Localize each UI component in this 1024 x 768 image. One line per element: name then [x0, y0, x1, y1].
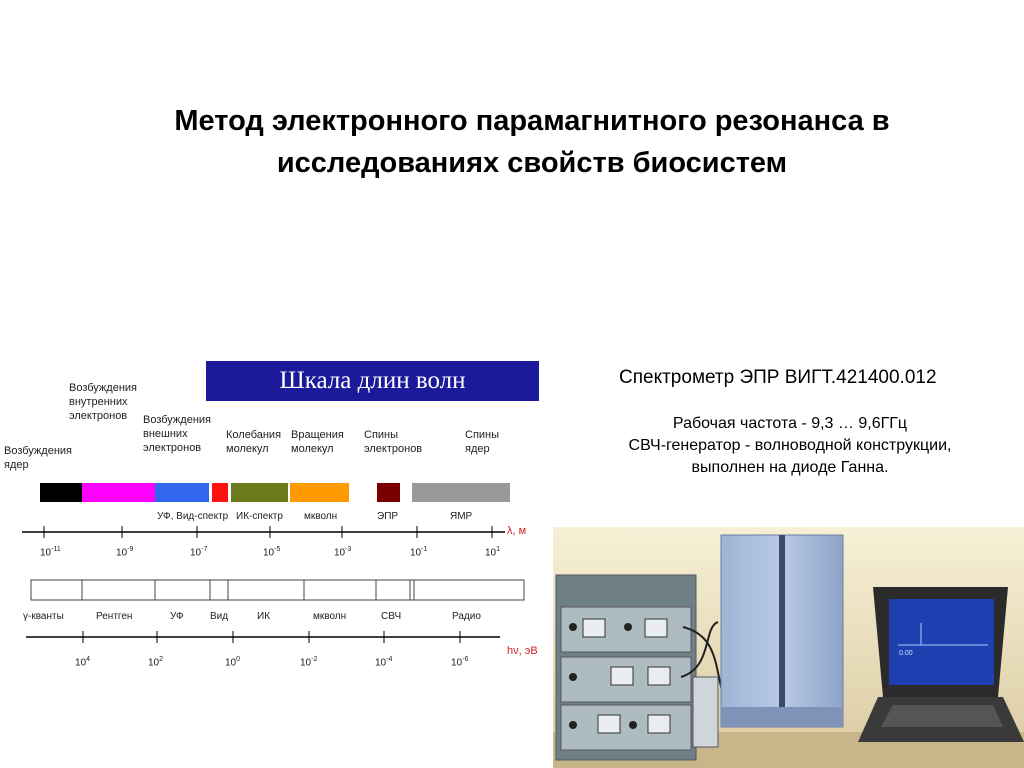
spec-line-generator: СВЧ-генератор - волноводной конструкции,	[628, 437, 952, 454]
range-label-uv: УФ	[170, 611, 184, 622]
range-label-ir: ИК	[257, 611, 271, 622]
label-nuclear-spins: Спины ядер	[465, 429, 500, 455]
range-label-radio: Радио	[452, 611, 481, 622]
label-molecular-vibrations: Колебания молекул	[226, 429, 282, 455]
range-label-visible: Вид	[210, 611, 229, 622]
energy-tick-label: $10^{-6}$	[451, 656, 469, 669]
range-label-xray: Рентген	[96, 611, 133, 622]
scale-axes	[0, 0, 540, 680]
label-outer-electron-excitation: Возбуждения внешних электронов	[143, 414, 212, 454]
energy-tick-label: $10^{-2}$	[300, 656, 318, 669]
magnet-block	[721, 535, 843, 727]
bar-label-nmr: ЯМР	[450, 511, 473, 522]
bar-label-microwave: мкволн	[304, 511, 338, 522]
bar-label-epr: ЭПР	[377, 511, 399, 522]
wavelength-tick-label: $10^{-1}$	[410, 546, 428, 559]
label-electron-spins: Спины электронов	[364, 429, 423, 455]
wavelength-axis-label: λ, м	[507, 525, 527, 537]
energy-tick-label: $10^0$	[225, 656, 241, 669]
instrument-rack	[556, 575, 696, 760]
range-label-gamma: γ-кванты	[23, 611, 64, 622]
energy-tick-label: $10^2$	[148, 656, 164, 669]
label-inner-electron-excitation: Возбуждения внутренних электронов	[69, 382, 138, 422]
wavelength-tick-label: $10^{-3}$	[334, 546, 352, 559]
spectrometer-description	[580, 413, 1000, 479]
energy-axis-label: hν, эВ	[507, 645, 538, 657]
wavelength-tick-label: $10^1$	[485, 546, 501, 559]
wavelength-tick-label: $10^{-11}$	[40, 546, 61, 559]
laptop-screen-value: 0.00	[899, 650, 913, 657]
wavelength-tick-label: $10^{-7}$	[190, 546, 208, 559]
spec-line-frequency: Рабочая частота - 9,3 … 9,6ГГц	[672, 415, 908, 432]
range-label-shf: СВЧ	[381, 611, 402, 622]
energy-tick-label: $10^4$	[75, 656, 91, 669]
range-label-microwave: мкволн	[313, 611, 347, 622]
bar-label-uv-visible: УФ, Вид-спектр	[157, 511, 229, 522]
spec-line-diode: выполнен на диоде Ганна.	[691, 459, 889, 476]
spectrometer-photo	[553, 527, 1024, 768]
scale-banner: Шкала длин волн	[206, 361, 539, 401]
label-molecular-rotations: Вращения молекул	[291, 429, 344, 455]
ranges-box	[31, 580, 524, 600]
wavelength-tick-label: $10^{-5}$	[263, 546, 281, 559]
laptop	[858, 587, 1024, 742]
bar-label-ir: ИК-спектр	[236, 511, 283, 522]
label-nuclear-excitation: Возбуждения ядер	[4, 445, 73, 471]
title-line-2: исследованиях свойств биосистем	[276, 147, 788, 179]
spectrometer-title: Спектрометр ЭПР ВИГТ.421400.012	[619, 367, 937, 388]
wavelength-tick-label: $10^{-9}$	[116, 546, 134, 559]
title-line-1: Метод электронного парамагнитного резонанса в	[174, 105, 890, 137]
energy-tick-label: $10^{-4}$	[375, 656, 393, 669]
